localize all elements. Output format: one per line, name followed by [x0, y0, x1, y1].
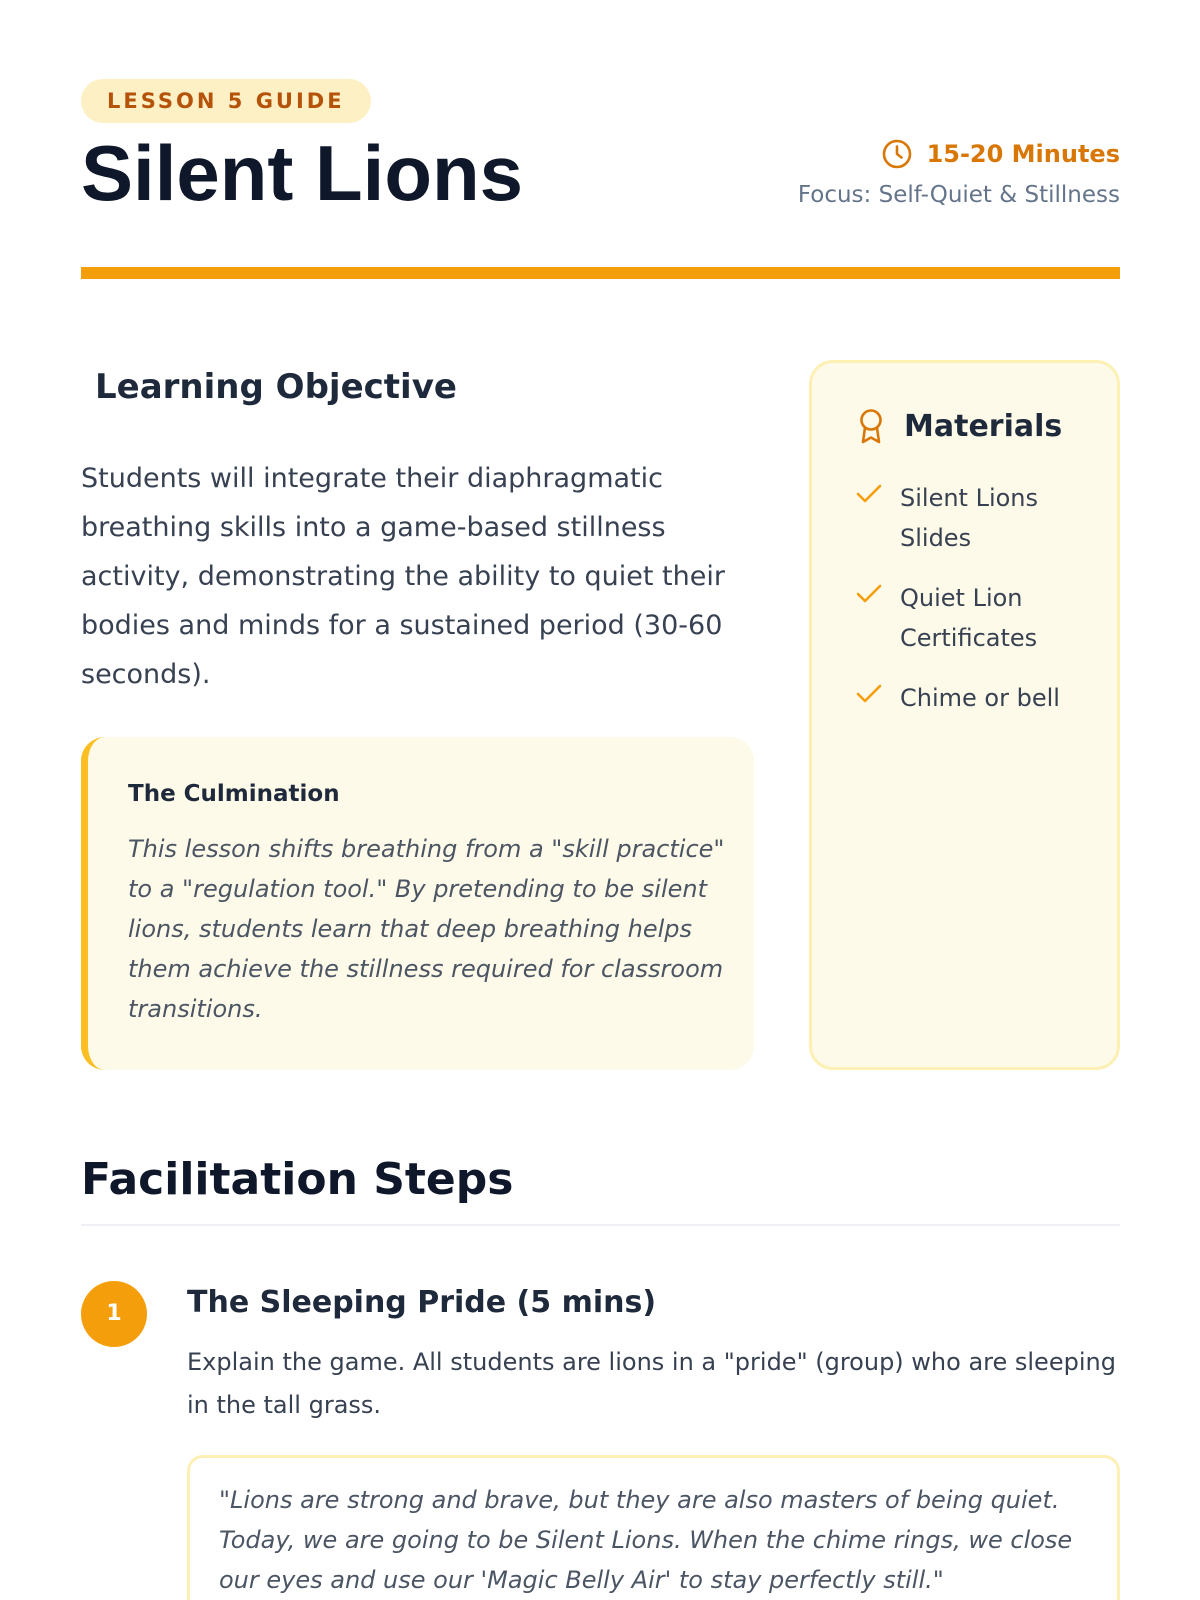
- objective-text: Students will integrate their diaphragmatic breathing skills into a game-based stillness activity, demonstrating the ability to quiet their bodies and minds for a sustained period (30-60 seconds).: [81, 463, 725, 690]
- duration-label: 15-20 Minutes: [926, 140, 1120, 168]
- material-label: Silent Lions Slides: [900, 484, 1039, 552]
- lesson-meta: [798, 136, 1120, 212]
- step-text: Explain the game. All students are lions in a "pride" (group) who are sleeping in the tall grass.: [187, 1348, 1116, 1419]
- header-divider: [81, 267, 1120, 279]
- check-icon: [856, 484, 882, 504]
- culmination-text: This lesson shifts breathing from a "skill practice" to a "regulation tool." By pretending to be silent lions, students learn that deep breathing helps them achieve the stillness required for classroom transitions.: [128, 835, 725, 1023]
- page-title: Silent Lions: [81, 129, 524, 217]
- steps-heading: Facilitation Steps: [81, 1154, 514, 1205]
- clock-icon: [881, 138, 913, 170]
- step-title: The Sleeping Pride (5 mins): [187, 1285, 657, 1320]
- focus-label: Focus: Self-Quiet & Stillness: [797, 182, 1120, 208]
- objective-heading: Learning Objective: [95, 367, 457, 407]
- step-script-quote: [187, 1455, 1120, 1600]
- step-number-badge: 1: [81, 1281, 147, 1347]
- materials-list: [856, 478, 1096, 738]
- material-label: Quiet Lion Certificates: [900, 584, 1038, 652]
- list-item: [856, 578, 1096, 658]
- list-item: [856, 678, 1096, 718]
- check-icon: [856, 684, 882, 704]
- check-icon: [856, 584, 882, 604]
- material-label: Chime or bell: [900, 684, 1060, 712]
- culmination-title: The Culmination: [128, 781, 340, 807]
- list-item: [856, 478, 1096, 558]
- award-icon: [856, 408, 886, 446]
- culmination-callout: [81, 737, 754, 1070]
- step-quote-text: "Lions are strong and brave, but they are also masters of being quiet. Today, we are going to be Silent Lions. When the chime rings, we close our eyes and use our 'Magic Belly Air' to stay perfectly still.": [219, 1486, 1073, 1594]
- steps-divider: [81, 1224, 1120, 1226]
- duration: [798, 136, 1120, 172]
- materials-panel: [809, 360, 1120, 1070]
- lesson-badge: LESSON 5 GUIDE: [81, 79, 371, 123]
- materials-header: [856, 407, 1062, 447]
- materials-title: Materials: [904, 409, 1063, 444]
